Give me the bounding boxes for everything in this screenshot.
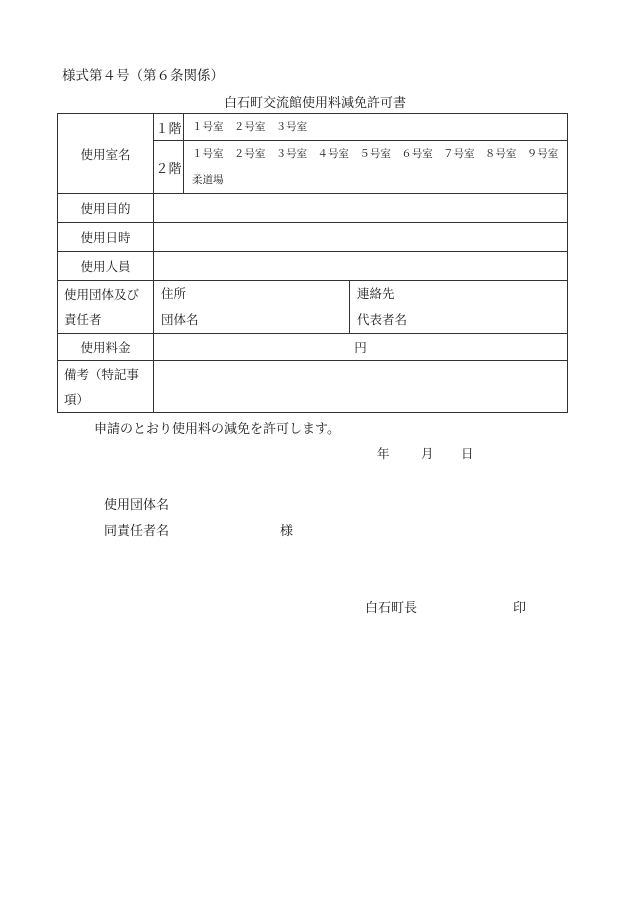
- floor-1-rooms: [184, 114, 568, 141]
- recipient-group-name-label: 使用団体名: [104, 498, 170, 513]
- room-option[interactable]: ２号室: [233, 148, 266, 160]
- remarks-label-line1: 備考（特記事: [64, 366, 140, 382]
- room-option[interactable]: ３号室: [275, 148, 308, 160]
- seal-mark: 印: [513, 601, 527, 616]
- room-option[interactable]: ７号室: [443, 148, 475, 160]
- group-name-label: 団体名: [161, 312, 199, 327]
- yen-unit: 円: [354, 340, 367, 355]
- approval-statement: 申請のとおり使用料の減免を許可します。: [94, 422, 340, 437]
- people-field[interactable]: [154, 252, 568, 281]
- floor-1-label: １階: [154, 114, 184, 141]
- permit-form-table: [57, 113, 568, 413]
- room-name-label: 使用室名: [58, 114, 154, 194]
- room-option[interactable]: １号室: [192, 148, 224, 160]
- recipient-rep-label: 同責任者名: [104, 524, 170, 539]
- room-option[interactable]: ４号室: [317, 148, 350, 160]
- room-option[interactable]: ８号室: [484, 148, 517, 160]
- address-label: 住所: [161, 286, 187, 301]
- group-responsible-label: [58, 281, 154, 334]
- room-option[interactable]: ５号室: [359, 148, 391, 160]
- purpose-label: 使用目的: [58, 194, 154, 223]
- date-year-label: 年: [377, 446, 390, 461]
- fee-label: 使用料金: [58, 334, 154, 361]
- date-month-label: 月: [421, 446, 434, 461]
- remarks-label: [58, 361, 154, 413]
- remarks-label-line2: 項）: [64, 391, 90, 407]
- room-option[interactable]: ３号室: [275, 121, 308, 133]
- room-option[interactable]: １号室: [192, 121, 224, 133]
- fee-field[interactable]: [154, 334, 568, 361]
- rep-name-label: 代表者名: [357, 312, 408, 327]
- date-day-label: 日: [461, 446, 474, 461]
- room-option[interactable]: ２号室: [233, 121, 266, 133]
- address-group-field[interactable]: [154, 281, 350, 334]
- datetime-label: 使用日時: [58, 223, 154, 252]
- room-option[interactable]: ６号室: [401, 148, 433, 160]
- contact-rep-field[interactable]: [350, 281, 568, 334]
- remarks-field[interactable]: [154, 361, 568, 413]
- contact-label: 連絡先: [357, 286, 395, 301]
- group-label-line2: 責任者: [64, 312, 102, 327]
- room-option-judo-hall[interactable]: 柔道場: [192, 174, 224, 186]
- group-label-line1: 使用団体及び: [64, 287, 140, 302]
- mayor-label: 白石町長: [365, 601, 418, 616]
- floor-2-rooms: [184, 141, 568, 194]
- form-number: 様式第４号（第６条関係）: [62, 68, 224, 84]
- datetime-field[interactable]: [154, 223, 568, 252]
- purpose-field[interactable]: [154, 194, 568, 223]
- document-title: 白石町交流館使用料減免許可書: [223, 96, 406, 111]
- honorific-sama: 様: [280, 524, 294, 539]
- floor-2-label: ２階: [154, 141, 184, 194]
- people-label: 使用人員: [58, 252, 154, 281]
- room-option[interactable]: ９号室: [526, 148, 559, 160]
